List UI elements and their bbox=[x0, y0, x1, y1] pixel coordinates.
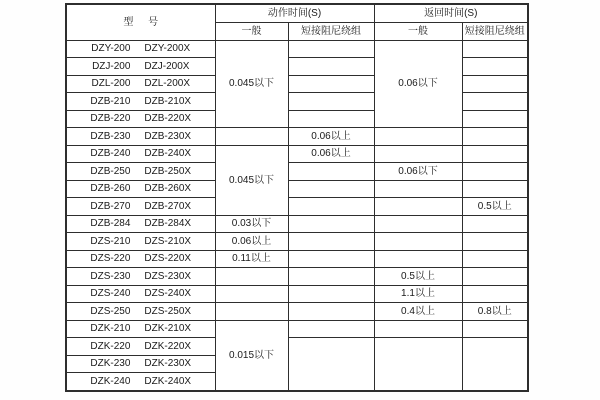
model-name: DZY-200 bbox=[91, 43, 131, 55]
return-damped-cell bbox=[462, 128, 528, 146]
table-row bbox=[66, 198, 528, 216]
model-cell bbox=[66, 285, 215, 303]
action-damped-cell: 0.06以上 bbox=[288, 128, 374, 146]
header-return-general: 一般 bbox=[374, 22, 462, 40]
model-name: DZK-230 bbox=[90, 358, 131, 370]
table-row bbox=[66, 180, 528, 198]
action-damped-cell bbox=[288, 180, 374, 198]
model-cell bbox=[66, 320, 215, 338]
action-damped-cell bbox=[288, 338, 374, 392]
action-damped-cell bbox=[288, 93, 374, 111]
action-general-cell bbox=[215, 303, 288, 321]
relay-spec-table bbox=[65, 3, 529, 392]
model-name-x: DZK-240X bbox=[144, 376, 192, 387]
action-damped-cell bbox=[288, 268, 374, 286]
model-cell bbox=[66, 233, 215, 251]
model-name-x: DZS-230X bbox=[144, 270, 192, 282]
header-action-general: 一般 bbox=[215, 22, 288, 40]
action-general-cell bbox=[215, 128, 288, 146]
action-damped-cell bbox=[288, 75, 374, 93]
action-general-cell: 0.03以下 bbox=[215, 215, 288, 233]
action-damped-cell bbox=[288, 110, 374, 128]
table-row bbox=[66, 338, 528, 356]
return-general-cell: 0.06以下 bbox=[374, 163, 462, 181]
table-header bbox=[66, 4, 528, 40]
return-damped-cell bbox=[462, 75, 528, 93]
action-damped-cell bbox=[288, 303, 374, 321]
table-row bbox=[66, 163, 528, 181]
action-damped-cell bbox=[288, 198, 374, 216]
model-cell bbox=[66, 180, 215, 198]
return-general-cell bbox=[374, 128, 462, 146]
model-cell bbox=[66, 303, 215, 321]
model-name-x: DZB-260X bbox=[144, 183, 192, 195]
table-row bbox=[66, 128, 528, 146]
model-cell bbox=[66, 75, 215, 93]
model-cell bbox=[66, 145, 215, 163]
table-row bbox=[66, 40, 528, 58]
model-name-x: DZB-270X bbox=[144, 200, 192, 212]
return-general-cell: 0.5以上 bbox=[374, 268, 462, 286]
action-damped-cell bbox=[288, 163, 374, 181]
header-action-damped: 短接阻尼绕组 bbox=[288, 22, 374, 40]
table-row bbox=[66, 285, 528, 303]
return-damped-cell bbox=[462, 93, 528, 111]
model-name: DZB-210 bbox=[90, 95, 131, 107]
table-row bbox=[66, 215, 528, 233]
return-general-cell bbox=[374, 145, 462, 163]
table-row bbox=[66, 250, 528, 268]
table-row bbox=[66, 145, 528, 163]
action-damped-cell: 0.06以上 bbox=[288, 145, 374, 163]
model-cell bbox=[66, 110, 215, 128]
model-name: DZK-240 bbox=[90, 376, 131, 387]
return-damped-cell bbox=[462, 163, 528, 181]
model-name: DZB-284 bbox=[90, 218, 131, 230]
model-cell bbox=[66, 215, 215, 233]
action-damped-cell bbox=[288, 285, 374, 303]
model-name-x: DZB-250X bbox=[144, 165, 192, 177]
table-row bbox=[66, 233, 528, 251]
header-action-time: 动作时间(S) bbox=[215, 4, 374, 22]
return-general-cell bbox=[374, 198, 462, 216]
model-cell bbox=[66, 373, 215, 392]
model-name: DZL-200 bbox=[91, 78, 131, 90]
model-name-x: DZB-230X bbox=[144, 130, 192, 142]
header-return-time: 返回时间(S) bbox=[374, 4, 528, 22]
table-row bbox=[66, 268, 528, 286]
model-name-x: DZB-220X bbox=[144, 113, 192, 125]
table-row bbox=[66, 320, 528, 338]
return-general-cell bbox=[374, 338, 462, 392]
header-return-damped: 短接阻尼绕组 bbox=[462, 22, 528, 40]
action-general-cell bbox=[215, 285, 288, 303]
model-cell bbox=[66, 58, 215, 76]
return-damped-cell bbox=[462, 338, 528, 392]
table-body bbox=[66, 40, 528, 391]
return-damped-cell bbox=[462, 110, 528, 128]
model-name: DZB-270 bbox=[90, 200, 131, 212]
action-general-cell: 0.045以下 bbox=[215, 40, 288, 128]
action-damped-cell bbox=[288, 233, 374, 251]
return-general-cell bbox=[374, 215, 462, 233]
model-name-x: DZS-220X bbox=[144, 253, 192, 265]
action-damped-cell bbox=[288, 40, 374, 58]
model-name-x: DZK-220X bbox=[144, 340, 192, 352]
action-damped-cell bbox=[288, 250, 374, 268]
return-damped-cell: 0.8以上 bbox=[462, 303, 528, 321]
return-damped-cell: 0.5以上 bbox=[462, 198, 528, 216]
model-cell bbox=[66, 93, 215, 111]
model-cell bbox=[66, 40, 215, 58]
return-general-cell: 0.06以下 bbox=[374, 40, 462, 128]
return-damped-cell bbox=[462, 215, 528, 233]
action-general-cell: 0.11以上 bbox=[215, 250, 288, 268]
action-general-cell: 0.045以下 bbox=[215, 145, 288, 215]
model-name: DZK-210 bbox=[90, 323, 131, 335]
model-name-x: DZK-230X bbox=[144, 358, 192, 370]
return-damped-cell bbox=[462, 145, 528, 163]
header-model: 型 号 bbox=[66, 4, 215, 40]
model-name: DZS-230 bbox=[90, 270, 131, 282]
model-cell bbox=[66, 163, 215, 181]
return-general-cell bbox=[374, 320, 462, 338]
return-general-cell: 0.4以上 bbox=[374, 303, 462, 321]
action-damped-cell bbox=[288, 58, 374, 76]
model-name-x: DZL-200X bbox=[144, 78, 190, 90]
model-cell bbox=[66, 198, 215, 216]
model-name-x: DZB-240X bbox=[144, 148, 192, 160]
action-general-cell: 0.015以下 bbox=[215, 320, 288, 391]
model-cell bbox=[66, 250, 215, 268]
action-general-cell: 0.06以上 bbox=[215, 233, 288, 251]
table-row bbox=[66, 303, 528, 321]
action-damped-cell bbox=[288, 215, 374, 233]
model-name: DZB-250 bbox=[90, 165, 131, 177]
model-name-x: DZJ-200X bbox=[144, 60, 190, 72]
model-name-x: DZS-240X bbox=[144, 288, 192, 300]
model-name: DZB-240 bbox=[90, 148, 131, 160]
model-name: DZS-210 bbox=[90, 235, 131, 247]
model-cell bbox=[66, 268, 215, 286]
return-damped-cell bbox=[462, 180, 528, 198]
model-name-x: DZS-250X bbox=[144, 305, 192, 317]
model-name-x: DZS-210X bbox=[144, 235, 192, 247]
model-name: DZK-220 bbox=[90, 340, 131, 352]
return-damped-cell bbox=[462, 320, 528, 338]
return-general-cell bbox=[374, 180, 462, 198]
model-name: DZS-250 bbox=[90, 305, 131, 317]
model-name-x: DZB-210X bbox=[144, 95, 192, 107]
return-general-cell: 1.1以上 bbox=[374, 285, 462, 303]
model-name: DZS-240 bbox=[90, 288, 131, 300]
model-cell bbox=[66, 355, 215, 373]
model-name: DZB-230 bbox=[90, 130, 131, 142]
return-general-cell bbox=[374, 250, 462, 268]
return-damped-cell bbox=[462, 268, 528, 286]
model-name-x: DZK-210X bbox=[144, 323, 192, 335]
model-name-x: DZB-284X bbox=[144, 218, 192, 230]
model-name: DZB-220 bbox=[90, 113, 131, 125]
action-general-cell bbox=[215, 268, 288, 286]
model-name: DZS-220 bbox=[90, 253, 131, 265]
return-damped-cell bbox=[462, 233, 528, 251]
return-damped-cell bbox=[462, 285, 528, 303]
return-damped-cell bbox=[462, 58, 528, 76]
action-damped-cell bbox=[288, 320, 374, 338]
model-name: DZB-260 bbox=[90, 183, 131, 195]
return-damped-cell bbox=[462, 40, 528, 58]
model-name-x: DZY-200X bbox=[144, 43, 191, 55]
model-name: DZJ-200 bbox=[92, 60, 131, 72]
model-cell bbox=[66, 128, 215, 146]
return-general-cell bbox=[374, 233, 462, 251]
model-cell bbox=[66, 338, 215, 356]
return-damped-cell bbox=[462, 250, 528, 268]
